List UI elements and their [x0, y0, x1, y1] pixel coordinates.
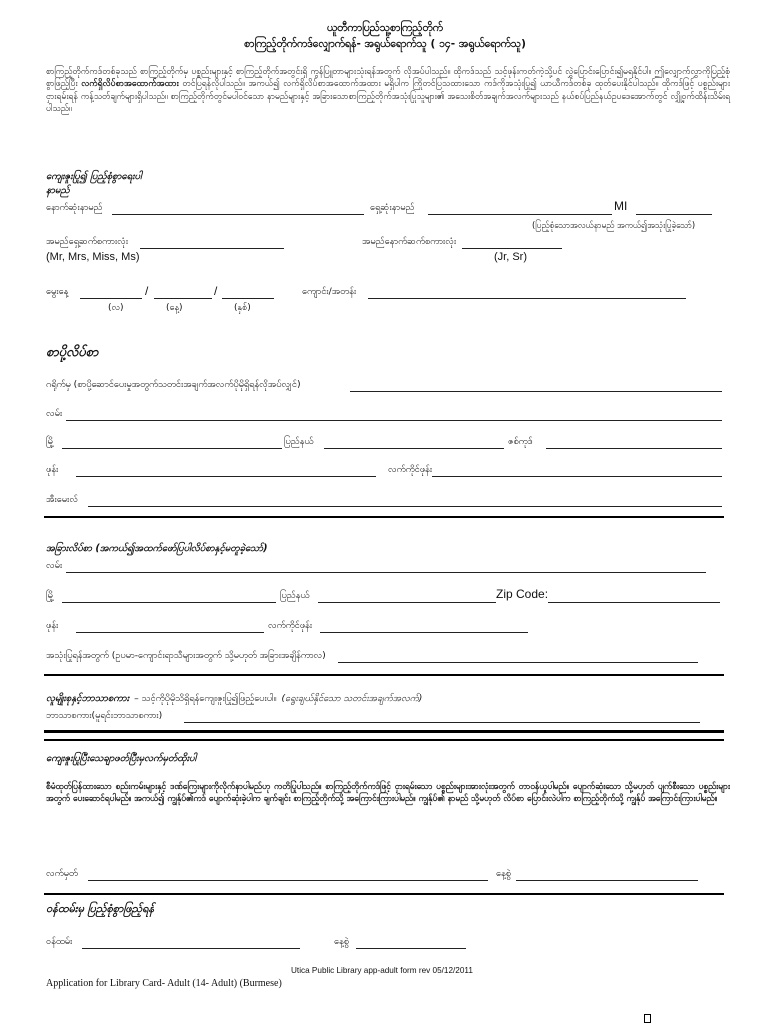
native-language-label: ဘာသာစကား(မူရင်းဘာသာစကား): [46, 710, 163, 721]
prefix-label: အမည်ရှေ့ဆက်စကားလုံး: [46, 236, 129, 247]
last-name-field[interactable]: [112, 214, 364, 215]
alt-zip-label: Zip Code:: [496, 587, 549, 601]
prefix-field[interactable]: [140, 248, 284, 249]
apartment-label: ဂရိုက်မှ (စာပို့ဆောင်ပေးမှုအတွက်သတင်းအချက်အလက်ပိုမိုရှိရန်လိုအပ်လျှင်): [46, 379, 301, 390]
alt-city-label: မြို့: [46, 590, 55, 601]
intro-proof-of-address: လက်ရှိလိပ်စာအထောက်အထား: [81, 79, 179, 90]
street-field[interactable]: [66, 420, 722, 421]
alt-state-label: ပြည်နယ်: [280, 590, 310, 601]
agreement-text: စီမံထုတ်ပြန်ထားသော စည်းကမ်းများနှင့် ဒဏ်ကြေးများကိုလိုက်နာပါမည်ဟု ကတိပြုပါသည်။ စာကြည့်တိုက်ကဒ်ဖြင့် ငှားရမ်းသော ပစ္စည်းများအားလုံးအတွက် တာဝန်ယူပါမည်။ ပျောက်ဆုံးသော သို့မဟုတ် ပျက်စီးသော ပစ္စည်းများအတွက် ပေးဆောင်ရပါမည်။ အကယ်၍ ကျွန်ုပ်၏ကဒ် ပျောက်ဆုံးခဲ့ပါက ချက်ချင်း စာကြည့်တိုက်သို့ အကြောင်းကြားပါမည်။ ကျွန်ုပ်၏ နာမည် သို့မဟုတ် လိပ်စာ ပြောင်းလဲပါက စာကြည့်တိုက်သို့ ကျွန်ုပ် အကြောင်းကြားပါမည်။: [46, 781, 730, 804]
suffix-label: အမည်နောက်ဆက်စကားလုံး: [362, 236, 457, 247]
staff-date-field[interactable]: [356, 948, 466, 949]
signature-field[interactable]: [88, 880, 488, 881]
alt-zip-field[interactable]: [548, 602, 720, 603]
form-title: စာကြည့်တိုက်ကဒ်လျှောက်ရန်- အရွယ်ရောက်သူ ( ၁၄- အရွယ်ရောက်သူ): [244, 38, 526, 50]
school-grade-label: ကျောင်း/အတန်း: [302, 286, 357, 297]
page-marker-box: [644, 1014, 651, 1023]
form-revision-footer: Utica Public Library app-adult form rev 05/12/2011: [291, 966, 473, 975]
street-label: လမ်း: [46, 408, 63, 419]
prefix-examples: (Mr, Mrs, Miss, Ms): [46, 251, 140, 263]
birth-day-field[interactable]: [154, 298, 212, 299]
staff-id-field[interactable]: [82, 948, 300, 949]
email-field[interactable]: [88, 506, 722, 507]
day-caption: (နေ့): [166, 303, 183, 313]
alt-cell-label: လက်ကိုင်ဖုန်း: [268, 620, 313, 631]
first-name-label: ရှေ့ဆုံးနာမည်: [370, 202, 415, 213]
section-divider-2: [44, 674, 724, 676]
alt-usage-label: အသုံးပြုရန်အတွက် (ဥပမာ-ကျောင်းရာသီများအတွက် သို့မဟုတ် အခြားအချိန်ကာလ): [46, 650, 326, 661]
middle-initial-field[interactable]: [636, 214, 712, 215]
cell-phone-label: လက်ကိုင်ဖုန်း: [388, 464, 433, 475]
signature-heading: ကျေးဇူးပြုပြီးသေချာဖတ်ပြီးမှလက်မှတ်ထိုးပါ: [46, 753, 197, 764]
phone-field[interactable]: [76, 476, 376, 477]
first-name-field[interactable]: [428, 214, 612, 215]
mailing-address-heading: စာပို့လိပ်စာ: [46, 345, 99, 360]
alt-street-field[interactable]: [66, 572, 706, 573]
language-prompt: – သင့်ကိုပိုမိုသိရှိရန်ကျေးဇူးပြု၍ဖြည့်ပေးပါ။: [134, 693, 277, 704]
language-question: [46, 686, 422, 706]
applicant-info-heading: ကျေးဇူးပြု၍ ပြည့်စုံစွာရေးပါ: [46, 171, 142, 182]
section-divider-4: [44, 893, 724, 895]
apartment-field[interactable]: [350, 391, 722, 392]
intro-text-part2: တင်ပြရန်လိုပါသည်။ အကယ်၍ လက်ရှိလိပ်စာအထောက်အထား မရှိပါက ကြိုတင်ပြသထားသော ကဒ်ကိုအသုံးပြု၍ ယာယီကဒ်တစ်ခု ထုတ်ပေးနိုင်ပါသည်။ ထိုကဒ်ဖြင့် ပစ္စည်းများ ငှားရမ်းရန် ကန့်သတ်ချက်များရှိပါသည်။ စာကြည့်တိုက်တွင်မပါဝင်သော နာမည်များနှင့် အခြားသောစာကြည့်တိုက်အသုံးပြုသူများ၏ အသေးစိတ်အချက်အလက်များသည် နယ်စပ်ပြည်နယ်ဥပဒေအောက်တွင် လျှို့ဝှက်ထိန်းသိမ်းရပါသည်။: [46, 79, 731, 115]
alt-cell-field[interactable]: [320, 632, 528, 633]
section-divider-3b: [44, 739, 724, 741]
alt-phone-field[interactable]: [76, 632, 264, 633]
zip-label: ဇစ်ကုဒ်: [508, 436, 533, 447]
middle-initial-label: MI: [614, 199, 628, 213]
date-slash-1: /: [145, 284, 149, 298]
city-label: မြို့: [46, 436, 55, 447]
birth-month-field[interactable]: [80, 298, 142, 299]
staff-id-label: ဝန်ထမ်း: [46, 936, 73, 947]
signature-label: လက်မှတ်: [46, 868, 78, 879]
signature-date-field[interactable]: [516, 880, 698, 881]
cell-phone-field[interactable]: [432, 476, 722, 477]
alt-city-field[interactable]: [62, 602, 276, 603]
signature-date-label: နေ့စွဲ: [496, 868, 511, 879]
year-caption: (နှစ်): [234, 303, 251, 313]
alt-street-label: လမ်း: [46, 560, 63, 571]
staff-date-label: နေ့စွဲ: [334, 936, 349, 947]
state-label: ပြည်နယ်: [284, 436, 314, 447]
school-grade-field[interactable]: [368, 298, 686, 299]
state-field[interactable]: [324, 448, 504, 449]
form-title-footer: Application for Library Card- Adult (14- Adult) (Burmese): [46, 978, 282, 989]
intro-paragraph: [46, 66, 730, 116]
intro-text-part1: စာကြည့်တိုက်ကဒ်တစ်ခုသည် စာကြည့်တိုက်မှ ပစ္စည်းများနှင့် စာကြည့်တိုက်အတွင်းရှိ ကွန်ပြူတာများသုံးရန်အတွက် လိုအပ်ပါသည်။ ထိုကဒ်သည် သင့်ဖုန်းကတ်ကဲ့သို့ပင် လွှဲပြောင်းပြောင်း၍မရနိုင်ပါ။ ဤလျှောက်လွှာကိုပြည့်စုံစွာဖြည့်ပြီး: [46, 67, 730, 90]
city-field[interactable]: [62, 448, 282, 449]
staff-use-heading: ဝန်ထမ်းမှ ပြည့်စုံစွာဖြည့်ရန်: [46, 902, 155, 915]
suffix-examples: (Jr, Sr): [494, 251, 527, 263]
date-slash-2: /: [214, 284, 218, 298]
middle-name-note: (ပြည့်စုံသောအလယ်နာမည် အကယ်၍အသုံးပြုခဲ့သော်): [532, 220, 696, 230]
alternate-address-heading: အခြားလိပ်စာ (အကယ်၍အထက်ဖော်ပြပါလိပ်စာနှင့်မတူခဲ့သော်): [46, 543, 268, 554]
language-optional-note: (ရွေးချယ်နိုင်သော သတင်းအချက်အလက်): [281, 693, 423, 704]
alt-state-field[interactable]: [318, 602, 496, 603]
native-language-field[interactable]: [184, 722, 700, 723]
birth-year-field[interactable]: [222, 298, 274, 299]
suffix-field[interactable]: [462, 248, 562, 249]
alt-phone-label: ဖုန်း: [46, 620, 59, 631]
library-name-title: ယူတီကာပြည်သူ့စာကြည့်တိုက်: [327, 22, 443, 34]
phone-label: ဖုန်း: [46, 464, 59, 475]
section-divider-1: [44, 516, 724, 518]
alt-usage-field[interactable]: [338, 662, 698, 663]
language-bold-label: လူမျိုးစုနှင့်ဘာသာစကား: [46, 693, 130, 704]
name-heading: နာမည်: [46, 185, 70, 196]
birth-date-label: မွေးနေ့: [46, 286, 69, 297]
zip-field[interactable]: [546, 448, 722, 449]
last-name-label: နောက်ဆုံးနာမည်: [46, 202, 103, 213]
email-label: အီးမေးလ်: [46, 494, 78, 505]
section-divider-3a: [44, 730, 724, 733]
month-caption: (လ): [108, 303, 124, 313]
